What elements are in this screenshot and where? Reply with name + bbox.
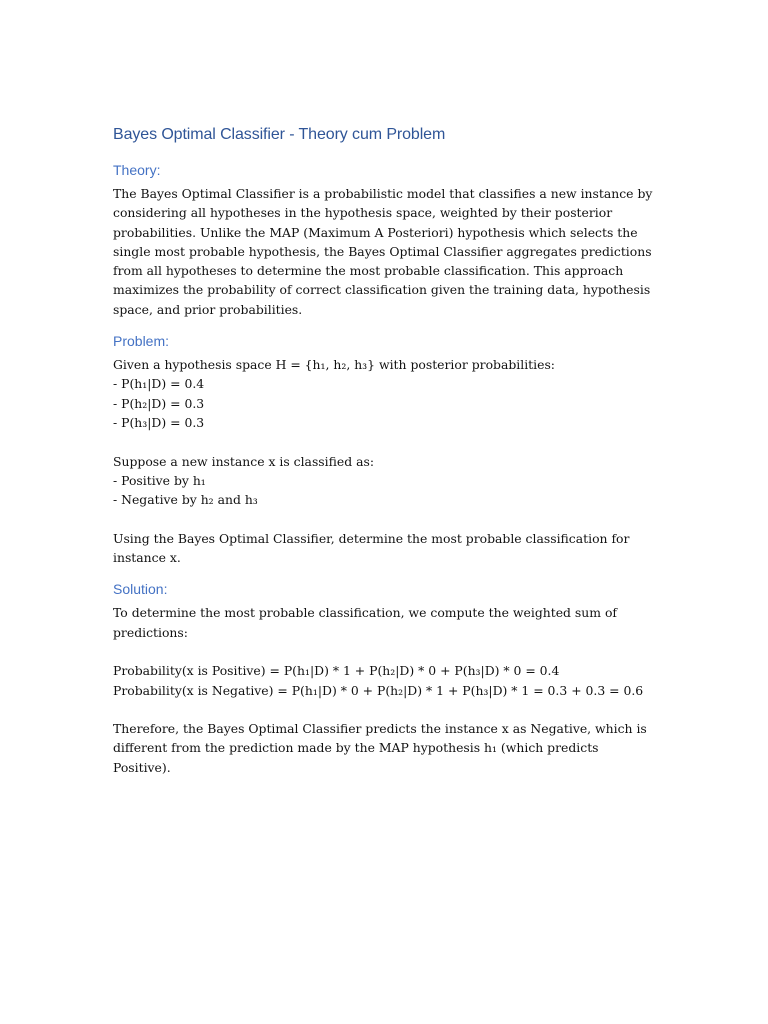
solution-conclusion: Therefore, the Bayes Optimal Classifier predicts the instance x as Negative, which is different from the prediction made by the MAP hypothesis h₁ (which predicts Positive). bbox=[113, 721, 647, 775]
problem-heading: Problem: bbox=[113, 333, 170, 350]
classification-line: - Positive by h₁ bbox=[113, 472, 206, 488]
solution-intro: To determine the most probable classification, we compute the weighted sum of predictions: bbox=[113, 605, 617, 640]
solution-heading: Solution: bbox=[113, 581, 168, 598]
equations-block bbox=[113, 642, 658, 719]
document-title: Bayes Optimal Classifier - Theory cum Problem bbox=[113, 126, 446, 143]
posterior-line: - P(h₂|D) = 0.3 bbox=[113, 395, 205, 411]
equation-positive: Probability(x is Positive) = P(h₁|D) * 1 + P(h₂|D) * 0 + P(h₃|D) * 0 = 0.4 bbox=[113, 663, 560, 679]
suppose-line: Suppose a new instance x is classified as: bbox=[113, 453, 375, 469]
posterior-line: - P(h₁|D) = 0.4 bbox=[113, 376, 205, 392]
problem-intro: Given a hypothesis space H = {h₁, h₂, h₃} with posterior probabilities: bbox=[113, 357, 555, 373]
theory-heading: Theory: bbox=[113, 162, 161, 178]
posterior-line: - P(h₃|D) = 0.3 bbox=[113, 414, 205, 430]
equation-negative: Probability(x is Negative) = P(h₁|D) * 0 + P(h₂|D) * 1 + P(h₃|D) * 1 = 0.3 + 0.3 = 0.6 bbox=[113, 682, 644, 698]
classification-line: - Negative by h₂ and h₃ bbox=[113, 492, 258, 508]
problem-block bbox=[113, 355, 658, 529]
problem-question: Using the Bayes Optimal Classifier, determine the most probable classification for instance x. bbox=[113, 530, 630, 566]
theory-paragraph: The Bayes Optimal Classifier is a probabilistic model that classifies a new instance by considering all hypotheses in the hypothesis space, weighted by their posterior probabilities. Unlike the MAP (Maximum A Posteriori) hypothesis which selects the single most probable hypothesis, the Bayes Optimal Classifier aggregates predictions from all hypotheses to determine the most probable classification. This approach maximizes the probability of correct classification given the training data, hypothesis space, and prior probabilities. bbox=[113, 186, 653, 317]
